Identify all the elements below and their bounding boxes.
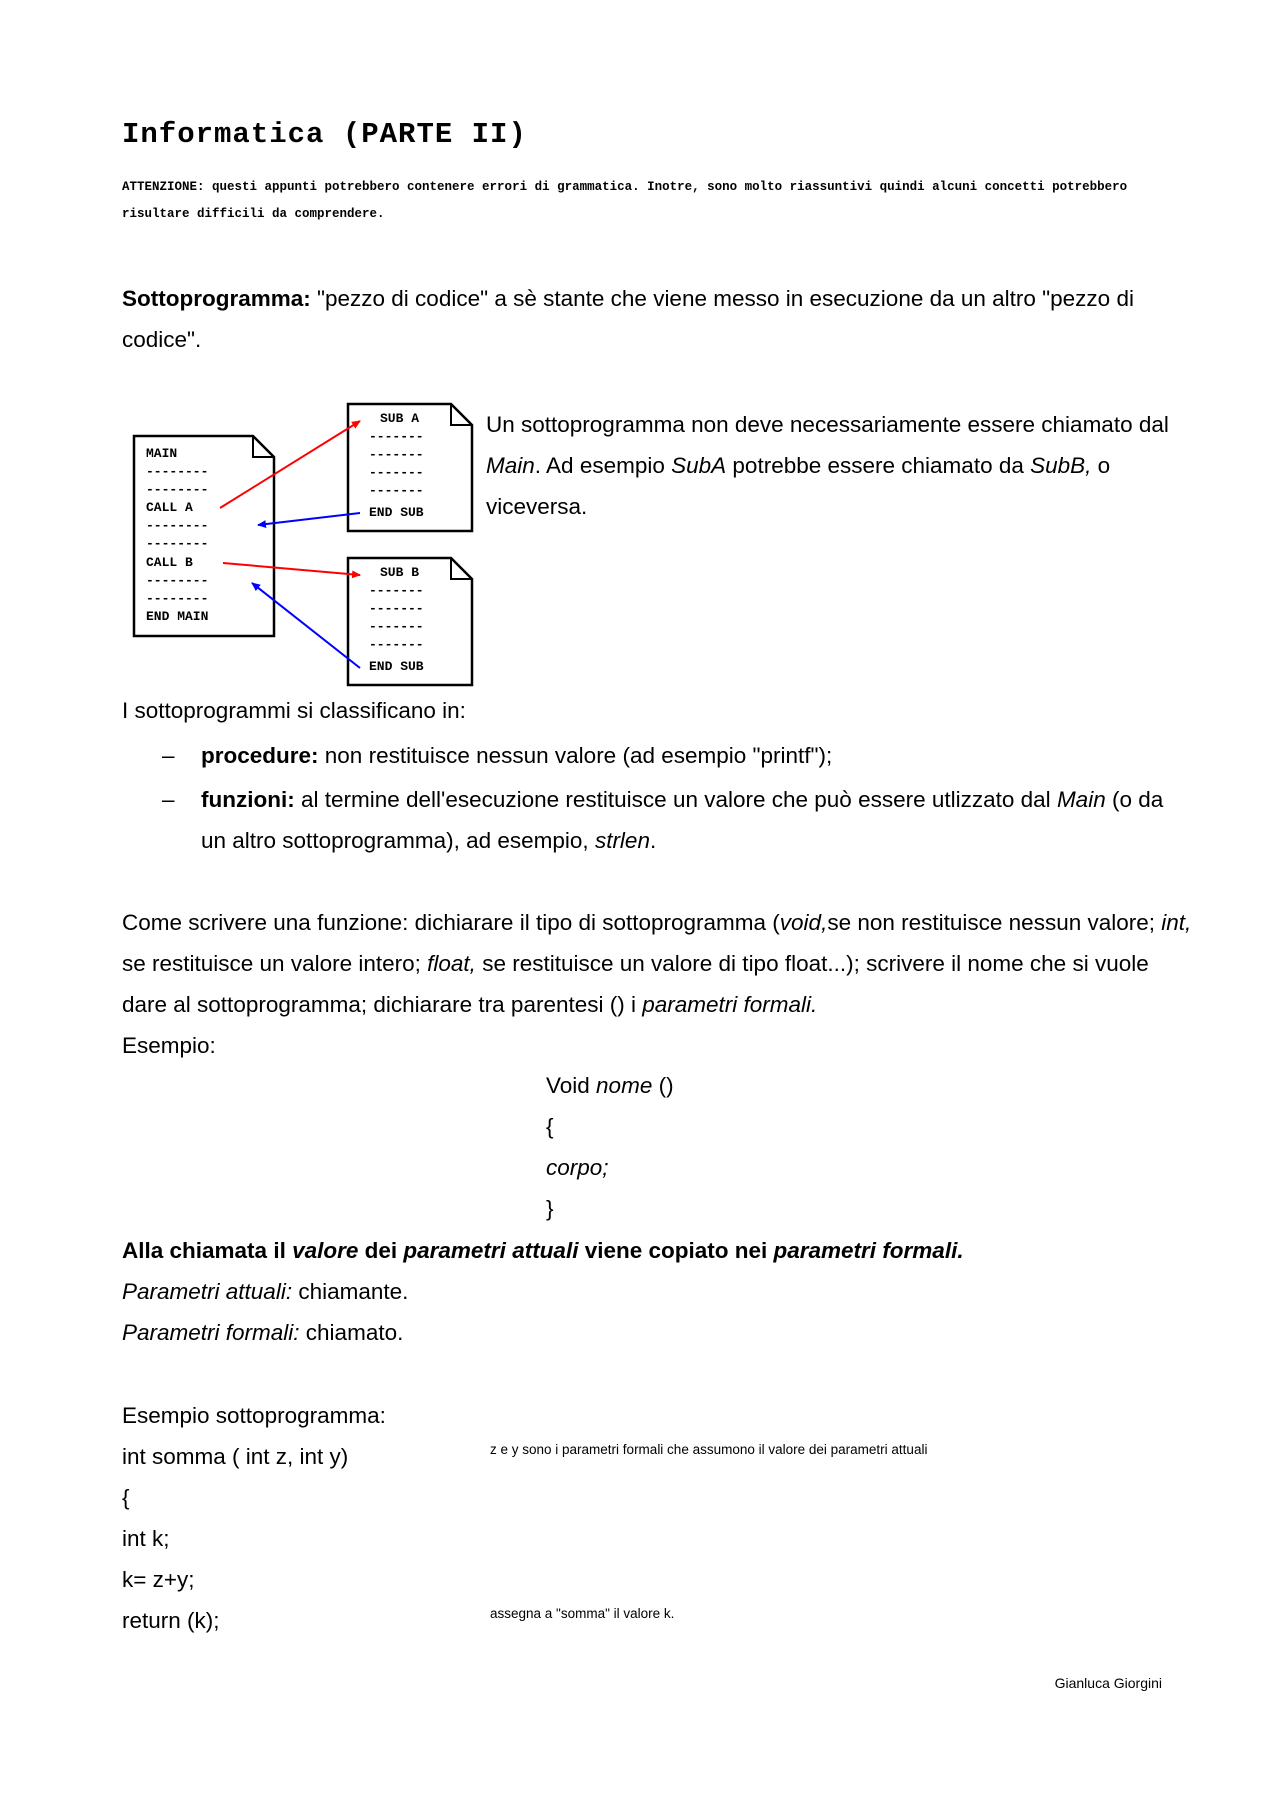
sub-b-label: SUB B [380, 565, 420, 580]
sub-b-dashes: ------- [369, 601, 424, 616]
actual-label: Parametri attuali: [122, 1279, 293, 1304]
sub-b-dashes: ------- [369, 583, 424, 598]
how-text: se restituisce un valore di tipo float...); scrivere il nome che si vuole dare al sottoprogramma; dichiarare tra parentesi () i [122, 951, 1149, 1017]
list-item-strlen: strlen [594, 828, 650, 853]
list-item-desc: (o da un altro sottoprogramma), ad esempio, [201, 787, 1164, 853]
rule-text: Alla chiamata il [122, 1238, 293, 1263]
sub-b-dashes: ------- [369, 619, 424, 634]
sub-a-dashes: ------- [369, 447, 424, 462]
list-item-text [201, 735, 1182, 776]
how-formal: parametri formali. [642, 992, 818, 1017]
sub-a-end: END SUB [369, 505, 424, 520]
how-text: se non restituisce nessun valore; [827, 910, 1162, 935]
definition-text: "pezzo di codice" a sè stante che viene messo in esecuzione da un altro "pezzo di codice". [122, 286, 1134, 352]
how-to-paragraph [122, 902, 1192, 1066]
example-heading: Esempio sottoprogramma: [122, 1403, 386, 1428]
code-line [546, 1065, 674, 1106]
rule-text: viene copiato nei [578, 1238, 774, 1263]
list-item-term: procedure: [201, 743, 319, 768]
page-title: Informatica (PARTE II) [122, 118, 527, 151]
sub-a-label: SUB A [380, 411, 420, 426]
how-text: Come scrivere una funzione: dichiarare il tipo di sottoprogramma ( [122, 910, 780, 935]
code-line: int k; [122, 1526, 170, 1551]
sub-a-dashes: ------- [369, 483, 424, 498]
main-line-dashes: -------- [146, 464, 209, 479]
how-text: se restituisce un valore intero; [122, 951, 428, 976]
formal-label: Parametri formali: [122, 1320, 300, 1345]
rule-valore: valore [292, 1238, 359, 1263]
how-void: void, [779, 910, 828, 935]
list-dash: – [162, 787, 175, 812]
warning-note: ATTENZIONE: questi appunti potrebbero contenere errori di grammatica. Inotre, sono molto riassuntivi quindi alcuni concetti potrebbero risultare difficili da comprendere. [122, 180, 1128, 221]
sub-a-document [348, 404, 472, 531]
list-item-main: Main [1056, 787, 1106, 812]
intro-text: . Ad esempio [534, 453, 672, 478]
list-item-funzioni [122, 779, 1182, 861]
main-line-label: MAIN [146, 446, 178, 461]
main-line-dashes: -------- [146, 518, 209, 533]
footer-author: Gianluca Giorgini [1054, 1675, 1162, 1691]
code-parens: () [652, 1073, 674, 1098]
intro-text: Un sottoprogramma non deve necessariamente essere chiamato dal [486, 412, 1169, 437]
intro-text: o viceversa. [486, 453, 1111, 519]
code-line: int somma ( int z, int y) [122, 1444, 349, 1469]
example-label: Esempio: [122, 1033, 216, 1058]
intro-main: Main [486, 453, 535, 478]
main-line-call-a: CALL A [146, 500, 193, 515]
intro-subb: SubB, [1030, 453, 1092, 478]
code-line: return (k); [122, 1608, 220, 1633]
list-item-procedure [122, 735, 1182, 776]
list-item-desc: non restituisce nessun valore (ad esempio "printf"); [318, 743, 833, 768]
code-annotation: assegna a "somma" il valore k. [490, 1606, 675, 1621]
code-name: nome [596, 1073, 653, 1098]
code-line: { [122, 1485, 130, 1510]
rule-formali: parametri formali. [773, 1238, 964, 1263]
sub-a-dashes: ------- [369, 429, 424, 444]
rule-attuali: parametri attuali [403, 1238, 579, 1263]
code-body: corpo; [546, 1155, 609, 1180]
sub-a-dashes: ------- [369, 465, 424, 480]
formal-params-line [122, 1312, 1192, 1353]
main-line-dashes: -------- [146, 536, 209, 551]
sub-b-end: END SUB [369, 659, 424, 674]
parameter-rule [122, 1230, 1192, 1353]
sub-b-dashes: ------- [369, 637, 424, 652]
sub-b-document [348, 558, 472, 685]
code-line: k= z+y; [122, 1567, 195, 1592]
main-line-call-b: CALL B [146, 555, 193, 570]
actual-params-line [122, 1271, 1192, 1312]
list-dash: – [162, 743, 175, 768]
function-template-code [546, 1065, 674, 1229]
code-line: { [546, 1114, 554, 1139]
main-line-dashes: -------- [146, 591, 209, 606]
list-item-end: . [649, 828, 657, 853]
formal-value: chiamato. [299, 1320, 404, 1345]
classification-heading: I sottoprogrammi si classificano in: [122, 698, 466, 723]
code-void: Void [546, 1073, 597, 1098]
main-line-dashes: -------- [146, 482, 209, 497]
list-item-text [201, 779, 1182, 861]
how-int: int, [1161, 910, 1192, 935]
code-line [546, 1147, 674, 1188]
intro-text: potrebbe essere chiamato da [726, 453, 1031, 478]
list-item-desc: al termine dell'esecuzione restituisce un valore che può essere utlizzato dal [294, 787, 1057, 812]
intro-paragraph [486, 404, 1186, 527]
code-annotation: z e y sono i parametri formali che assumono il valore dei parametri attuali [490, 1442, 928, 1457]
main-document [134, 436, 274, 636]
sum-example-code [122, 1395, 386, 1641]
list-item-term: funzioni: [201, 787, 295, 812]
rule-line [122, 1230, 1192, 1271]
subprogram-diagram [128, 400, 488, 692]
code-line: } [546, 1196, 554, 1221]
definition-paragraph [122, 278, 1182, 360]
intro-suba: SubA [671, 453, 727, 478]
how-float: float, [427, 951, 476, 976]
definition-term: Sottoprogramma: [122, 286, 311, 311]
actual-value: chiamante. [292, 1279, 409, 1304]
main-line-end: END MAIN [146, 609, 209, 624]
rule-text: dei [358, 1238, 404, 1263]
main-line-dashes: -------- [146, 573, 209, 588]
